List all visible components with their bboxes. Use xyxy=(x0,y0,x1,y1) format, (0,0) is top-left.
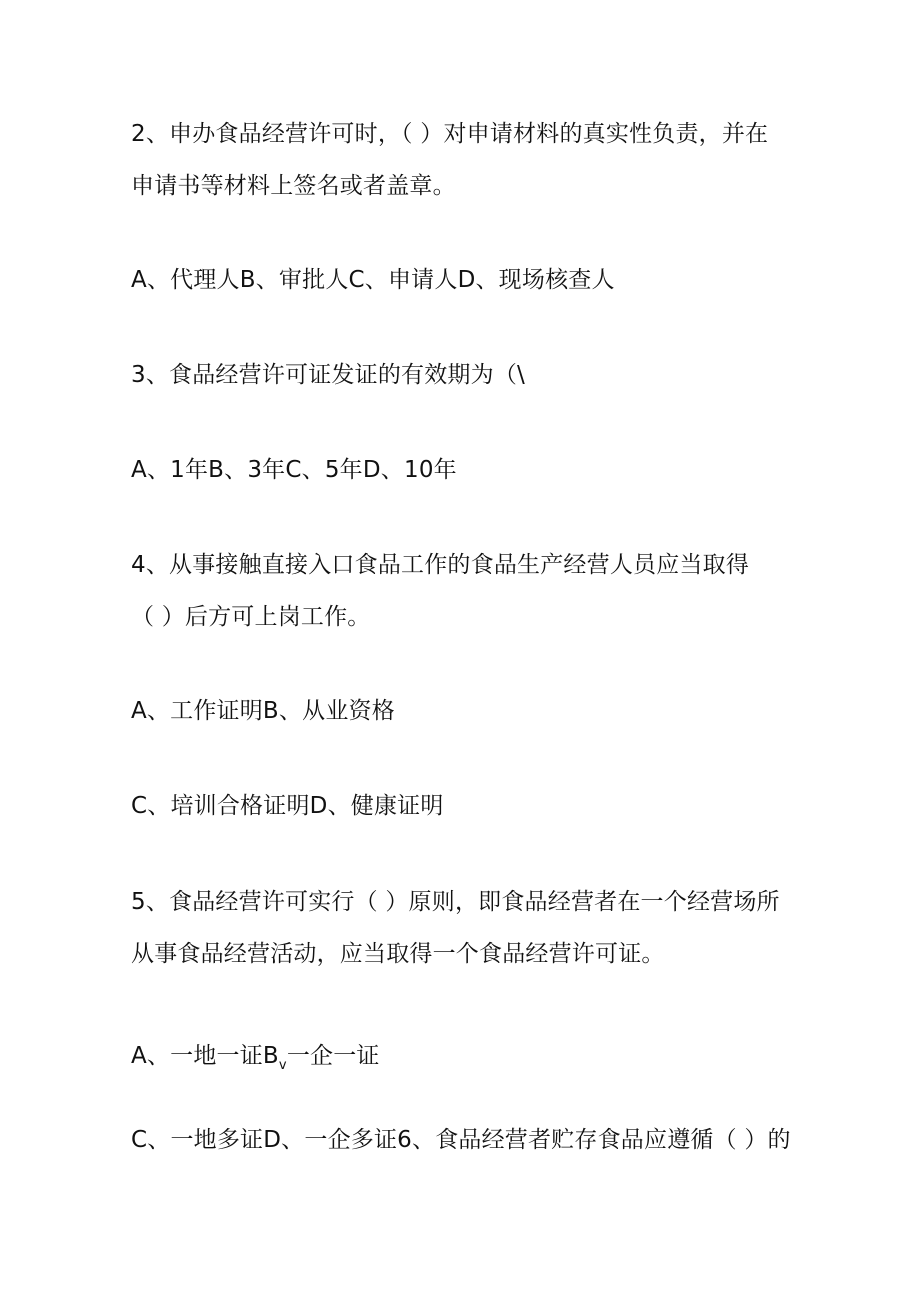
question-4-options-line-1: A、工作证明B、从业资格 xyxy=(131,698,395,724)
question-2-options: A、代理人B、审批人C、申请人D、现场核查人 xyxy=(131,267,615,293)
question-2-stem-line-2: 申请书等材料上签名或者盖章。 xyxy=(131,173,456,199)
option-subscript: v xyxy=(278,1058,287,1073)
question-4-options-line-2: C、培训合格证明D、健康证明 xyxy=(131,793,444,819)
question-3-stem: 3、食品经营许可证发证的有效期为（\ xyxy=(131,362,525,388)
question-5-stem-line-1: 5、食品经营许可实行（ ）原则，即食品经营者在一个经营场所 xyxy=(131,889,780,915)
option-text-pre: A、一地一证B xyxy=(131,1043,279,1069)
question-5-options-line-2: C、一地多证D、一企多证6、食品经营者贮存食品应遵循（ ）的 xyxy=(131,1127,791,1153)
option-text-post: 一企一证 xyxy=(286,1043,380,1069)
question-5-stem-line-2: 从事食品经营活动，应当取得一个食品经营许可证。 xyxy=(131,941,665,967)
question-5-options-line-1 xyxy=(131,1041,380,1081)
question-3-options: A、1年B、3年C、5年D、10年 xyxy=(131,457,457,483)
question-4-stem-line-1: 4、从事接触直接入口食品工作的食品生产经营人员应当取得 xyxy=(131,552,750,578)
question-2-stem-line-1: 2、申办食品经营许可时，（ ）对申请材料的真实性负责，并在 xyxy=(131,121,769,147)
question-4-stem-line-2: （ ）后方可上岗工作。 xyxy=(131,604,371,630)
